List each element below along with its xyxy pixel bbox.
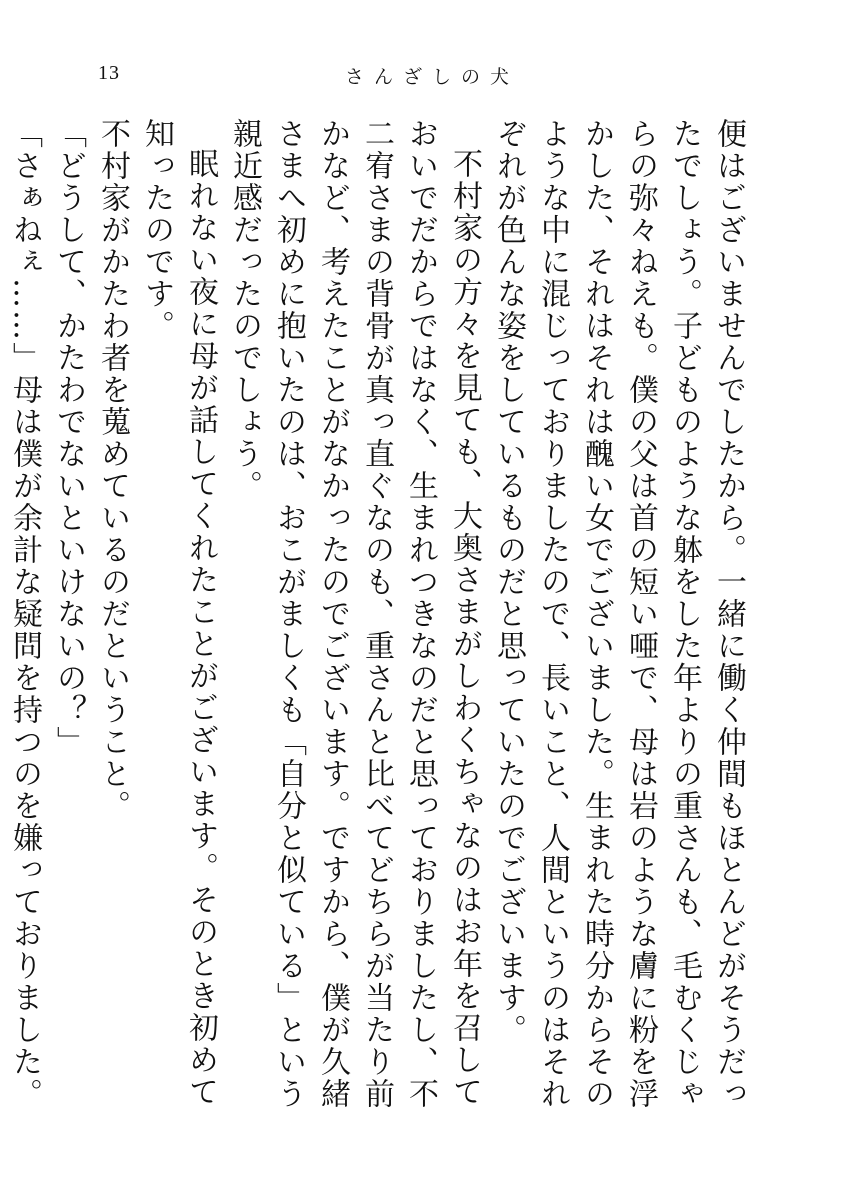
body-text <box>7 118 750 1138</box>
dialogue-line: 「どうして、かたわでないといけないの？」 <box>51 118 86 758</box>
paragraph: 不村家がかたわ者を蒐めているのだということ。 <box>95 118 130 822</box>
paragraph: 便はございませんでしたから。一緒に働く仲間もほとんどがそうだったでしょう。子どものような躰をした年よりの重さんも、毛むくじゃらの弥々ねえも。僕の父は首の短い唖で、母は岩のような膚に粉を浮かした、それはそれは醜い女でございました。生まれた時分からそのような中に混じっておりましたので、長いこと、人間というのはそれぞれが色んな姿をしているものだと思っていたのでございます。 <box>491 118 746 1110</box>
page-number: 13 <box>98 62 120 84</box>
dialogue-line: 「さぁねぇ……」母は僕が余計な疑問を持つのを嫌っておりました。 <box>7 118 42 1110</box>
paragraph: 不村家の方々を見ても、大奥さまがしわくちゃなのはお年を召しておいでだからではなく、生まれつきなのだと思っておりましたし、不二宥さまの背骨が真っ直ぐなのも、重さんと比べてどちらが当たり前かなど、考えたことがなかったのでございます。ですから、僕が久緒さまへ初めに抱いたのは、おこがましくも「自分と似ている」という親近感だったのでしょう。 <box>227 118 482 1110</box>
running-title: さんざしの犬 <box>345 66 520 88</box>
paragraph: 眠れない夜に母が話してくれたことがございます。そのとき初めて知ったのです。 <box>139 118 218 1108</box>
